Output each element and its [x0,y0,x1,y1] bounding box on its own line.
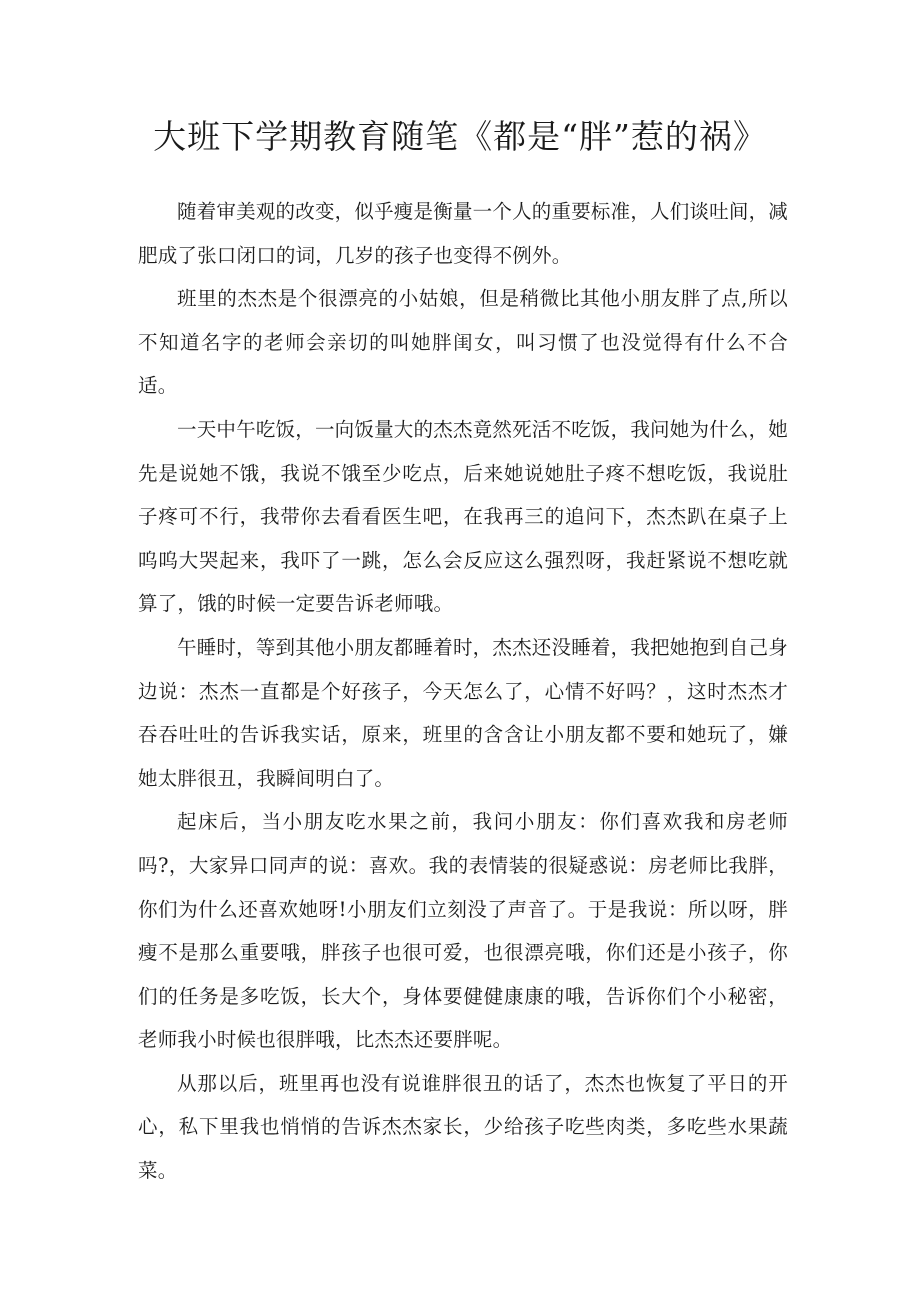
document-body [138,190,788,1193]
paragraph-1: 随着审美观的改变，似乎瘦是衡量一个人的重要标准，人们谈吐间，减肥成了张口闭口的词，几岁的孩子也变得不例外。 [138,200,788,267]
paragraph-4: 午睡时，等到其他小朋友都睡着时，杰杰还没睡着，我把她抱到自己身边说：杰杰一直都是个好孩子，今天怎么了，心情不好吗？，这时杰杰才吞吞吐吐的告诉我实话，原来，班里的含含让小朋友都不要和她玩了，嫌她太胖很丑，我瞬间明白了。 [138,635,788,790]
paragraph-6: 从那以后，班里再也没有说谁胖很丑的话了，杰杰也恢复了平日的开心，私下里我也悄悄的告诉杰杰家长，少给孩子吃些肉类，多吃些水果蔬菜。 [138,1071,788,1183]
paragraph-3: 一天中午吃饭，一向饭量大的杰杰竟然死活不吃饭，我问她为什么，她先是说她不饿，我说不饿至少吃点，后来她说她肚子疼不想吃饭，我说肚子疼可不行，我带你去看看医生吧，在我再三的追问下，杰杰趴在桌子上呜呜大哭起来，我吓了一跳，怎么会反应这么强烈呀，我赶紧说不想吃就算了，饿的时候一定要告诉老师哦。 [138,417,788,616]
document-title: 大班下学期教育随笔《都是“胖”惹的祸》 [153,117,767,156]
paragraph-2: 班里的杰杰是个很漂亮的小姑娘，但是稍微比其他小朋友胖了点,所以不知道名字的老师会亲切的叫她胖闺女，叫习惯了也没觉得有什么不合适。 [138,287,788,398]
paragraph-5: 起床后，当小朋友吃水果之前，我问小朋友：你们喜欢我和房老师吗?，大家异口同声的说：喜欢。我的表情装的很疑惑说：房老师比我胖，你们为什么还喜欢她呀!小朋友们立刻没了声音了。于是我说：所以呀，胖瘦不是那么重要哦，胖孩子也很可爱，也很漂亮哦，你们还是小孩子，你们的任务是多吃饭，长大个，身体要健健康康的哦，告诉你们个小秘密，老师我小时候也很胖哦，比杰杰还要胖呢。 [138,810,788,1052]
